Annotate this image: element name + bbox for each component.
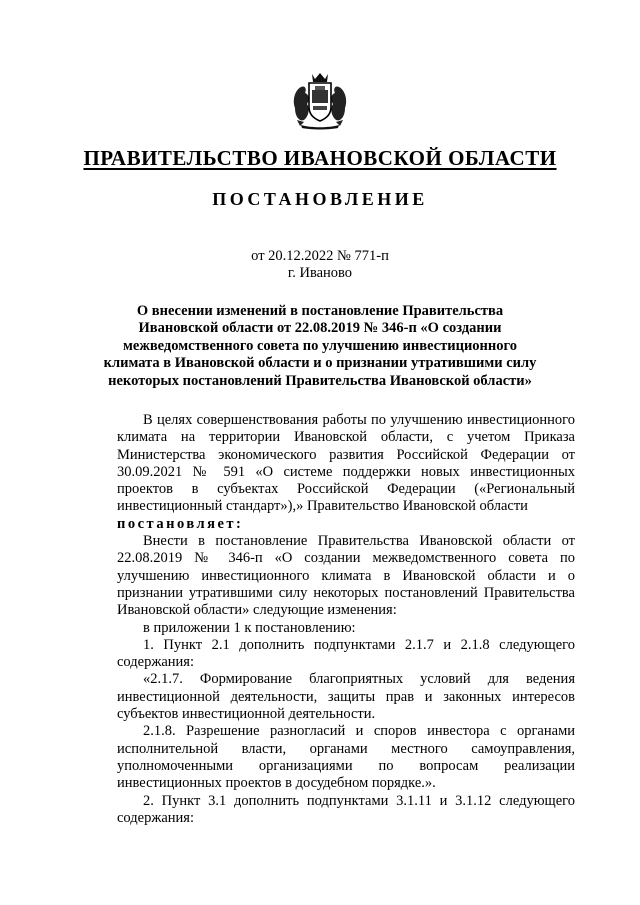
document-meta: [0, 248, 640, 282]
resolves-word: постановляет:: [117, 515, 244, 532]
body-paragraph: 2. Пункт 3.1 дополнить подпунктами 3.1.11 и 3.1.12 следующего содержания:: [117, 792, 575, 826]
body-paragraph: в приложении 1 к постановлению:: [143, 619, 356, 636]
document-subject: О внесении изменений в постановление Правительства Ивановской области от 22.08.2019 № 346-п «О создании межведомственного совета по улучшению инвестиционного климата в Ивановской области и о признании утратившими силу некоторых постановлений Правительства Ивановской области»: [103, 303, 537, 389]
body-paragraph: Внести в постановление Правительства Ивановской области от 22.08.2019 № 346-п «О создании межведомственного совета по улучшению инвестиционного климата в Ивановской области и о признании утратившими силу некоторых постановлений Правительства Ивановской области» следующие изменения:: [117, 533, 575, 619]
preamble-paragraph: В целях совершенствования работы по улучшению инвестиционного климата на территории Ивановской области, с учетом Приказа Министерства экономического развития Российской Федерации от 30.09.2021 № 591 «О системе поддержки новых инвестиционных проектов в субъектах Российской Федерации («Региональный инвестиционный стандарт»),» Правительство Ивановской области: [117, 412, 575, 515]
coat-of-arms-icon: [291, 70, 349, 130]
city: г. Иваново: [287, 265, 353, 281]
organization-title: ПРАВИТЕЛЬСТВО ИВАНОВСКОЙ ОБЛАСТИ: [83, 146, 557, 170]
body-paragraph: 1. Пункт 2.1 дополнить подпунктами 2.1.7 и 2.1.8 следующего содержания:: [117, 636, 575, 671]
body-paragraph: 2.1.8. Разрешение разногласий и споров инвестора с органами исполнительной власти, органами местного самоуправления, уполномоченными организациями по вопросам реализации инвестиционных проектов в досудебном порядке.».: [117, 723, 575, 792]
document-type: ПОСТАНОВЛЕНИЕ: [212, 189, 428, 209]
document-body: [117, 412, 575, 827]
date-number: от 20.12.2022 № 771-п: [251, 248, 389, 264]
body-paragraph: «2.1.7. Формирование благоприятных условий для ведения инвестиционной деятельности, защиты прав и законных интересов субъектов инвестиционной деятельности.: [117, 671, 575, 723]
